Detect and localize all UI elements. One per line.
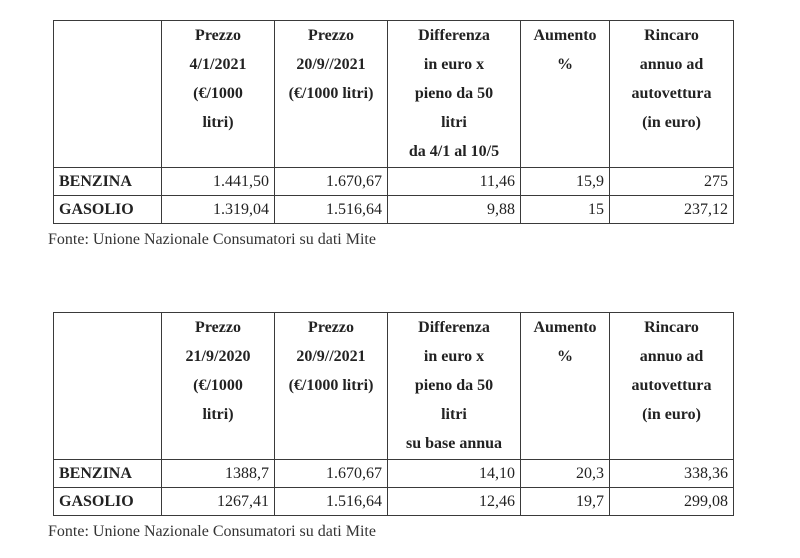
header-increase-percent: Aumento %: [521, 313, 610, 460]
table-cell: 15,9: [521, 168, 610, 196]
table-row: [54, 168, 734, 196]
table-cell: 14,10: [388, 460, 521, 488]
table-cell: 1388,7: [162, 460, 275, 488]
table-cell: 1.670,67: [275, 168, 388, 196]
table-cell: 338,36: [610, 460, 734, 488]
table-cell: 19,7: [521, 488, 610, 516]
table-cell: 1.516,64: [275, 196, 388, 224]
row-label: GASOLIO: [54, 488, 162, 516]
table-cell: 237,12: [610, 196, 734, 224]
table-cell: 9,88: [388, 196, 521, 224]
table-header-row: [54, 313, 734, 460]
table-cell: 1.670,67: [275, 460, 388, 488]
table-row: [54, 488, 734, 516]
row-label: BENZINA: [54, 460, 162, 488]
source-note: Fonte: Unione Nazionale Consumatori su dati Mite: [48, 231, 376, 248]
table-cell: 1.441,50: [162, 168, 275, 196]
header-difference: Differenza in euro x pieno da 50 litri da 4/1 al 10/5: [388, 21, 521, 168]
header-price-end: Prezzo 20/9//2021 (€/1000 litri): [275, 21, 388, 168]
table-cell: 1.516,64: [275, 488, 388, 516]
header-increase-percent: Aumento %: [521, 21, 610, 168]
header-difference: Differenza in euro x pieno da 50 litri su base annua: [388, 313, 521, 460]
price-table-2021: [53, 20, 734, 224]
header-empty-cell: [54, 313, 162, 460]
table-cell: 15: [521, 196, 610, 224]
row-label: BENZINA: [54, 168, 162, 196]
table-cell: 1267,41: [162, 488, 275, 516]
table-header-row: [54, 21, 734, 168]
header-annual-cost: Rincaro annuo ad autovettura (in euro): [610, 313, 734, 460]
table-row: [54, 460, 734, 488]
header-annual-cost: Rincaro annuo ad autovettura (in euro): [610, 21, 734, 168]
row-label: GASOLIO: [54, 196, 162, 224]
table-cell: 11,46: [388, 168, 521, 196]
header-price-end: Prezzo 20/9//2021 (€/1000 litri): [275, 313, 388, 460]
table-cell: 1.319,04: [162, 196, 275, 224]
price-table-annual: [53, 312, 734, 516]
table-cell: 12,46: [388, 488, 521, 516]
table-cell: 299,08: [610, 488, 734, 516]
header-price-start: Prezzo 4/1/2021 (€/1000 litri): [162, 21, 275, 168]
table-cell: 20,3: [521, 460, 610, 488]
header-empty-cell: [54, 21, 162, 168]
header-price-start: Prezzo 21/9/2020 (€/1000 litri): [162, 313, 275, 460]
table-cell: 275: [610, 168, 734, 196]
table-row: [54, 196, 734, 224]
source-note: Fonte: Unione Nazionale Consumatori su dati Mite: [48, 523, 376, 540]
